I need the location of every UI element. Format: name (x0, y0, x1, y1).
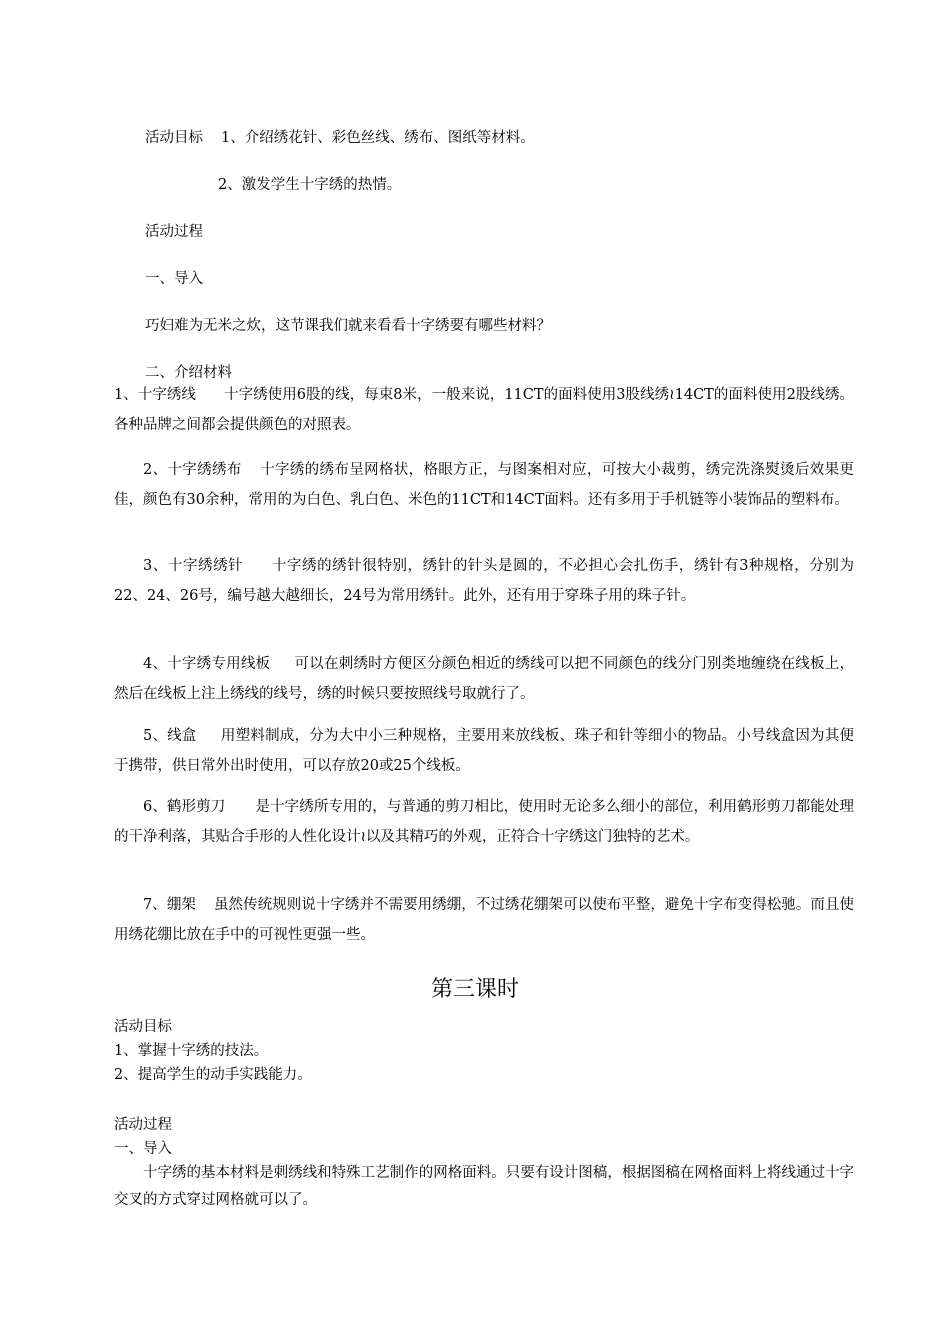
material-text: 是十字绣所专用的，与普通的剪刀相比，使用时无论多么细小的部位，利用鹤形剪刀都能处理的干净利落，其贴合手形的人性化设计≀以及其精巧的外观，正符合十字绣这门独特的艺术。 (114, 799, 854, 845)
goal-item-3: 1、掌握十字绣的技法。 (114, 1043, 269, 1059)
material-name: 2、十字绣绣布 (143, 462, 242, 478)
material-text: 十字绣的绣针很特别，绣针的针头是圆的，不必担心会扎伤手，绣针有3种规格，分别为22、24、26号，编号越大越细长，24号为常用绣针。此外，还有用于穿珠子用的珠子针。 (114, 558, 854, 604)
material-text: 虽然传统规则说十字绣并不需要用绣绷，不过绣花绷架可以使布平整，避免十字布变得松驰。而且使用绣花绷比放在手中的可视性更强一些。 (114, 897, 854, 943)
material-name: 1、十字绣线 (114, 387, 196, 403)
material-paragraph-6 (114, 792, 854, 852)
materials-heading: 二、介绍材料 (145, 365, 232, 381)
section-title: 第三课时 (430, 977, 519, 1002)
goal-label-2: 活动目标 (114, 1019, 172, 1035)
material-paragraph-7 (114, 890, 854, 950)
goal-item-1: 1、介绍绣花针、彩色丝线、绣布、图纸等材料。 (221, 130, 535, 146)
intro-text: 巧妇难为无米之炊，这节课我们就来看看十字绣要有哪些材料？ (145, 318, 551, 334)
material-text: 可以在刺绣时方便区分颜色相近的绣线可以把不同颜色的线分门别类地缠绕在线板上，然后在线板上注上绣线的线号，绣的时候只要按照线号取就行了。 (114, 656, 854, 702)
material-text: 十字绣使用6股的线，每束8米，一般来说，11CT的面料使用3股线绣≀14CT的面料使用2股线绣。各种品牌之间都会提供颜色的对照表。 (114, 387, 854, 433)
material-paragraph-2 (114, 455, 854, 515)
material-name: 6、鹤形剪刀 (143, 799, 226, 815)
material-name: 3、十字绣绣针 (143, 558, 244, 574)
material-name: 7、绷架 (143, 897, 196, 913)
material-paragraph-3 (114, 551, 854, 611)
material-name: 5、线盒 (143, 728, 197, 744)
intro-text-2: 十字绣的基本材料是刺绣线和特殊工艺制作的网格面料。只要有设计图稿，根据图稿在网格面料上将线通过十字交叉的方式穿过网格就可以了。 (114, 1165, 854, 1208)
process-label: 活动过程 (145, 224, 203, 240)
material-text: 用塑料制成，分为大中小三种规格，主要用来放线板、珠子和针等细小的物品。小号线盒因为其便于携带，供日常外出时使用，可以存放20或25个线板。 (114, 728, 855, 774)
material-text: 十字绣的绣布呈网格状，格眼方正，与图案相对应，可按大小裁剪，绣完洗涤熨烫后效果更佳，颜色有30余种，常用的为白色、乳白色、米色的11CT和14CT面料。还有多用于手机链等小装饰品的塑料布。 (114, 462, 854, 508)
goal-item-2: 2、激发学生十字绣的热情。 (218, 177, 402, 193)
material-name: 4、十字绣专用线板 (143, 656, 271, 672)
process-label-2: 活动过程 (114, 1117, 172, 1133)
material-paragraph-1 (114, 380, 854, 440)
material-paragraph-4 (114, 649, 854, 709)
goal-label: 活动目标 (145, 130, 203, 146)
intro-heading: 一、导入 (145, 271, 203, 287)
intro-heading-2: 一、导入 (114, 1141, 172, 1157)
goal-row-1 (145, 127, 535, 149)
material-paragraph-5 (114, 721, 854, 781)
goal-item-4: 2、提高学生的动手实践能力。 (114, 1067, 312, 1083)
